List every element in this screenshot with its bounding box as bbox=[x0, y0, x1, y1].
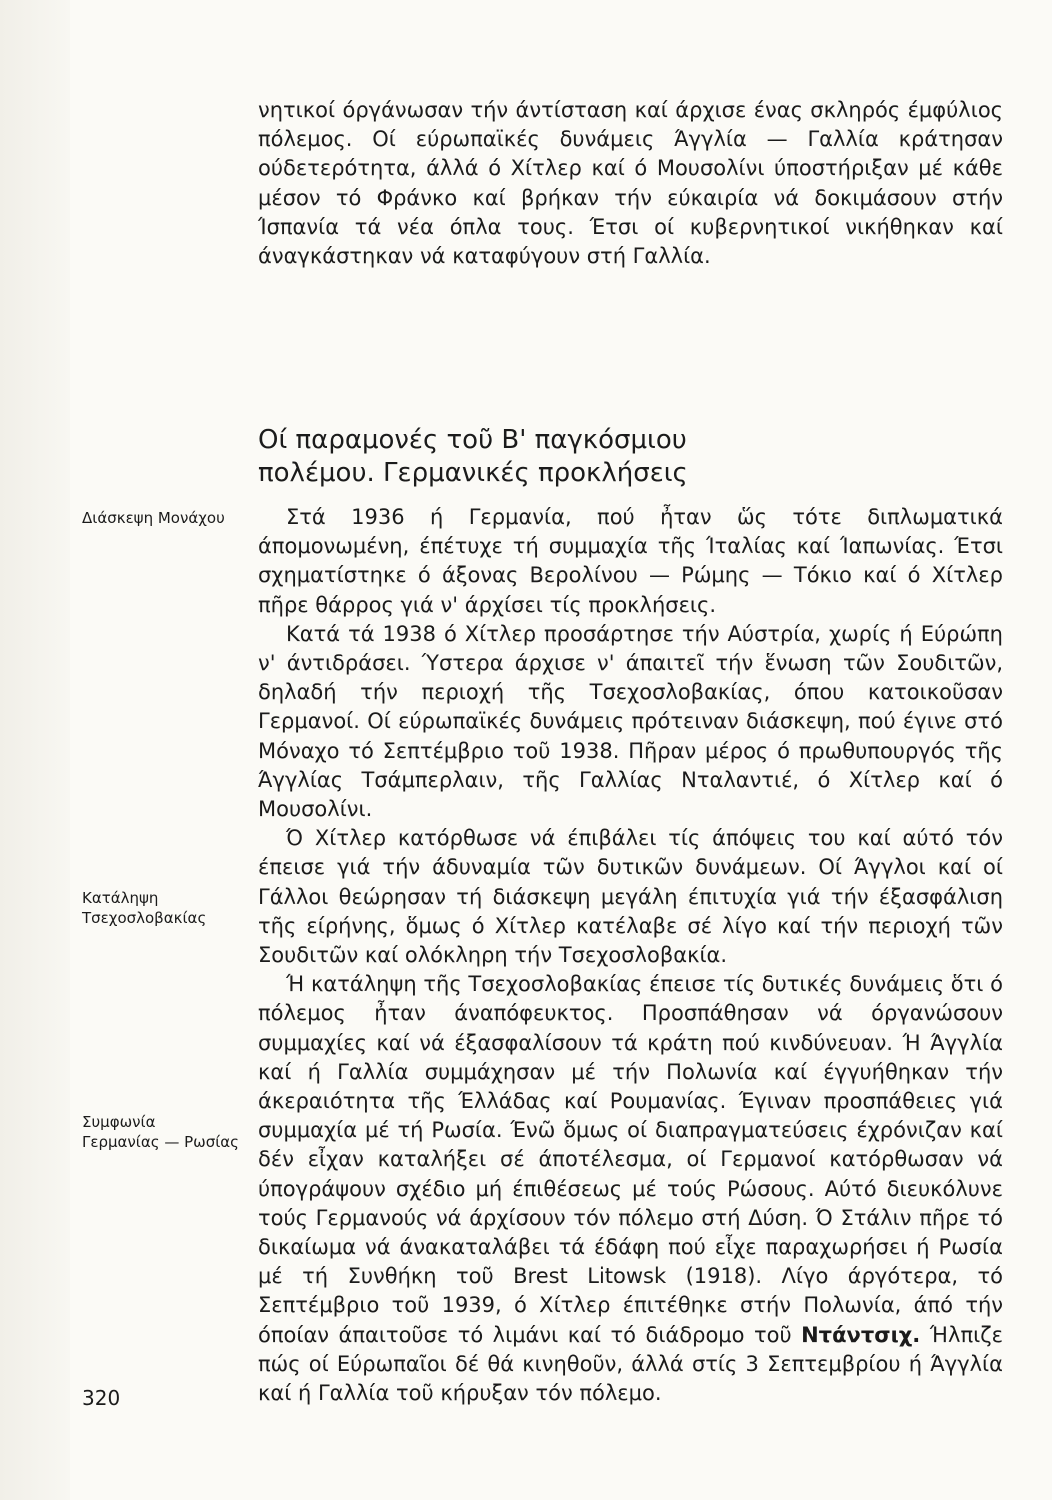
paragraph-war-start-end: Ήλπιζε πώς οί Εύρωπαῖοι δέ θά κινηθοῦν, άλλά στίς 3 Σεπτεμβρίου ή Άγγλία καί ή Γαλλία τοῦ κήρυξαν τόν πόλεμο. bbox=[258, 1322, 1003, 1406]
section-heading-line-1: Οί παραμονές τοῦ Β' παγκόσμιου bbox=[258, 425, 687, 455]
section-heading bbox=[258, 424, 958, 490]
paragraph-war-start bbox=[258, 970, 1003, 1408]
sidenote-pact-line-2: Γερμανίας — Ρωσίας bbox=[82, 1133, 239, 1151]
paragraph-axis: Στά 1936 ή Γερμανία, πού ἦταν ὥς τότε διπλωματικά άπομονωμένη, έπέτυχε τή συμμαχία τῆς Ίταλίας καί Ίαπωνίας. Έτσι σχηματίστηκε ό άξονας Βερολίνου — Ρώμης — Τόκιο καί ό Χίτλερ πῆρε θάρρος γιά ν' άρχίσει τίς προκλήσεις. bbox=[258, 505, 1003, 617]
paragraph-war-start-text: Ή κατάληψη τῆς Τσεχοσλοβακίας έπεισε τίς δυτικές δυνάμεις ὅτι ό πόλεμος ἦταν άναπόφευκτος. Προσπάθησαν νά όργανώσουν συμμαχίες καί νά έξασφαλίσουν τά κράτη πού κινδύνευαν. Ή Άγγλία καί ή Γαλλία συμμάχησαν μέ τήν Πολωνία καί έγγυήθηκαν τήν άκεραιότητα τῆς Έλλάδας καί Ρουμανίας. Έγιναν προσπάθειες γιά συμμαχία μέ τή Ρωσία. Ένῶ ὅμως οί διαπραγματεύσεις έχρόνιζαν καί δέν εἶχαν καταλήξει σέ άποτέλεσμα, οί Γερμανοί κατόρθωσαν νά ύπογράψουν σχέδιο μή έπιθέσεως μέ τούς Ρώσους. Αύτό διευκόλυνε τούς Γερμανούς νά άρχίσουν τόν πόλεμο στή Δύση. Ό Στάλιν πῆρε τό δικαίωμα νά άνακαταλάβει τά έδάφη πού εἶχε παραχωρήσει ή Ρωσία μέ τή Συνθήκη τοῦ Brest Litowsk (1918). Λίγο άργότερα, τό Σεπτέμβριο τοῦ 1939, ό Χίτλερ έπιτέθηκε στήν Πολωνία, άπό τήν όποίαν άπαιτοῦσε τό λιμάνι καί τό διάδρομο τοῦ bbox=[258, 972, 1003, 1347]
sidenote-pact bbox=[82, 1112, 242, 1152]
paragraph-munich: Κατά τά 1938 ό Χίτλερ προσάρτησε τήν Αύστρία, χωρίς ή Εύρώπη ν' άντιδράσει. Ύστερα άρχισε ν' άπαιτεῖ τήν ἕνωση τῶν Σουδιτῶν, δηλαδή τήν περιοχή τῆς Τσεχοσλοβακίας, όπου κατοικοῦσαν Γερμανοί. Οί εύρωπαϊκές δυνάμεις πρότειναν διάσκεψη, πού έγινε στό Μόναχο τό Σεπτέμβριο τοῦ 1938. Πῆραν μέρος ό πρωθυπουργός τῆς Άγγλίας Τσάμπερλαιν, τῆς Γαλλίας Νταλαντιέ, ό Χίτλερ καί ό Μουσολίνι. bbox=[258, 621, 1003, 822]
sidenote-czech-line-2: Τσεχοσλοβακίας bbox=[82, 909, 207, 927]
page-number: 320 bbox=[82, 1386, 121, 1410]
sidenote-czech bbox=[82, 888, 242, 928]
page-edge-shadow bbox=[0, 0, 70, 1500]
section-heading-line-2: πολέμου. Γερμανικές προκλήσεις bbox=[258, 458, 688, 488]
sidenote-czech-line-1: Κατάληψη bbox=[82, 889, 159, 907]
sidenote-pact-line-1: Συμφωνία bbox=[82, 1113, 156, 1131]
sidenote-munich: Διάσκεψη Μονάχου bbox=[82, 509, 225, 527]
intro-text-block bbox=[258, 96, 1003, 271]
intro-paragraph: νητικοί όργάνωσαν τήν άντίσταση καί άρχισε ένας σκληρός έμφύλιος πόλεμος. Οί εύρωπαϊκές δυνάμεις Άγγλία — Γαλλία κράτησαν ούδετερότητα, άλλά ό Χίτλερ καί ό Μουσολίνι ύποστήριξαν μέ κάθε μέσον τό Φράνκο καί βρήκαν τήν εύκαιρία νά δοκιμάσουν στήν Ίσπανία τά νέα όπλα τους. Έτσι οί κυβερνητικοί νικήθηκαν καί άναγκάστηκαν νά καταφύγουν στή Γαλλία. bbox=[258, 98, 1003, 269]
danzig-bold: Ντάντσιχ. bbox=[801, 1322, 921, 1347]
main-text-block bbox=[258, 503, 1003, 1408]
paragraph-sudeten: Ό Χίτλερ κατόρθωσε νά έπιβάλει τίς άπόψεις του καί αύτό τόν έπεισε γιά τήν άδυναμία τῶν δυτικῶν δυνάμεων. Οί Άγγλοι καί οί Γάλλοι θεώρησαν τή διάσκεψη μεγάλη έπιτυχία γιά τήν έξασφάλιση τῆς είρήνης, ὅμως ό Χίτλερ κατέλαβε σέ λίγο καί τήν περιοχή τῶν Σουδιτῶν καί ολόκληρη τήν Τσεχοσλοβακία. bbox=[258, 826, 1003, 968]
